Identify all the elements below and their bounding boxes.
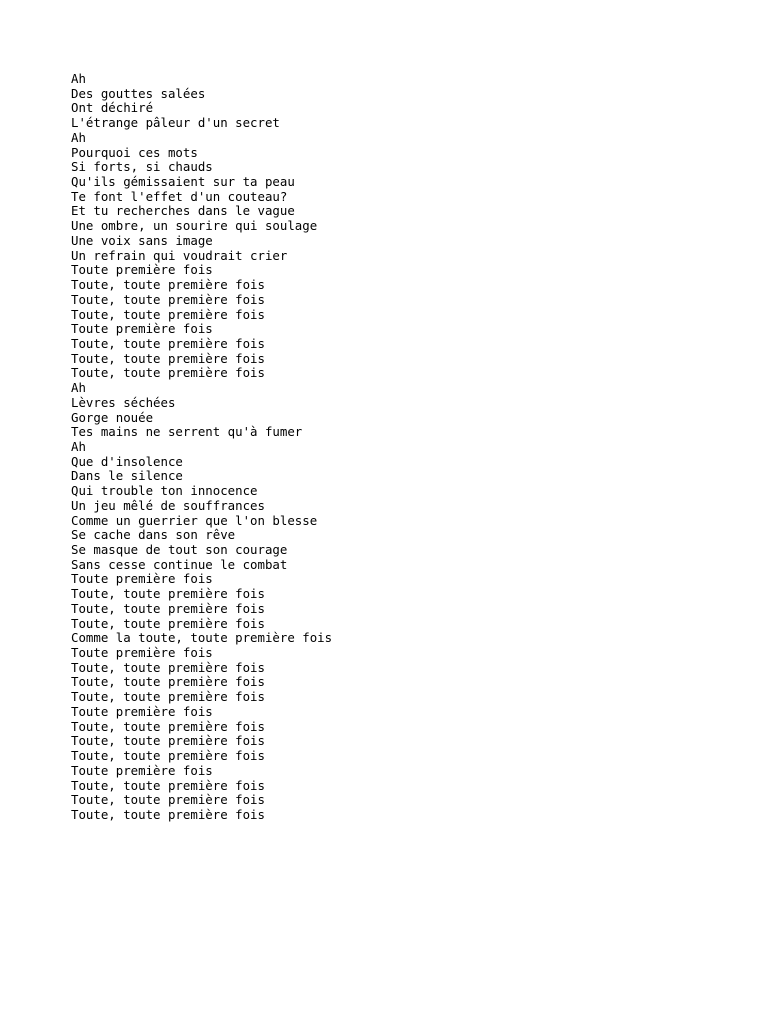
- lyric-line: Se cache dans son rêve: [71, 527, 236, 543]
- lyrics-text: [71, 72, 332, 823]
- lyric-line: Ont déchiré: [71, 100, 154, 116]
- lyric-line: Sans cesse continue le combat: [71, 556, 288, 572]
- lyric-line: Toute, toute première fois: [71, 748, 265, 764]
- lyric-line: Si forts, si chauds: [71, 159, 213, 175]
- lyric-line: Et tu recherches dans le vague: [71, 203, 295, 219]
- lyric-line: Toute, toute première fois: [71, 689, 265, 705]
- lyric-line: Toute, toute première fois: [71, 306, 265, 322]
- lyric-line: Toute première fois: [71, 321, 213, 337]
- lyric-line: Dans le silence: [71, 468, 183, 484]
- lyric-line: Une ombre, un sourire qui soulage: [71, 218, 318, 234]
- lyric-line: Un refrain qui voudrait crier: [71, 247, 288, 263]
- lyric-line: Toute, toute première fois: [71, 586, 265, 602]
- lyric-line: Qui trouble ton innocence: [71, 483, 258, 499]
- lyric-line: Tes mains ne serrent qu'à fumer: [71, 424, 303, 440]
- lyric-line: Un jeu mêlé de souffrances: [71, 497, 265, 513]
- lyric-line: L'étrange pâleur d'un secret: [71, 115, 280, 131]
- lyric-line: Lèvres séchées: [71, 394, 176, 410]
- lyric-line: Toute, toute première fois: [71, 350, 265, 366]
- lyric-line: Te font l'effet d'un couteau?: [71, 188, 288, 204]
- lyric-line: Toute première fois: [71, 703, 213, 719]
- lyric-line: Ah: [71, 438, 86, 454]
- lyric-line: Toute première fois: [71, 645, 213, 661]
- lyric-line: Ah: [71, 129, 86, 145]
- lyric-line: Qu'ils gémissaient sur ta peau: [71, 174, 295, 190]
- lyric-line: Gorge nouée: [71, 409, 154, 425]
- lyric-line: Une voix sans image: [71, 232, 213, 248]
- lyric-line: Toute, toute première fois: [71, 365, 265, 381]
- lyric-line: Toute, toute première fois: [71, 718, 265, 734]
- lyric-line: Toute, toute première fois: [71, 615, 265, 631]
- lyric-line: Toute, toute première fois: [71, 659, 265, 675]
- lyric-line: Pourquoi ces mots: [71, 144, 198, 160]
- lyric-line: Toute, toute première fois: [71, 277, 265, 293]
- lyric-line: Comme la toute, toute première fois: [71, 630, 333, 646]
- lyric-line: Comme un guerrier que l'on blesse: [71, 512, 318, 528]
- lyric-line: Toute, toute première fois: [71, 806, 265, 822]
- lyric-line: Toute, toute première fois: [71, 777, 265, 793]
- lyric-line: Toute, toute première fois: [71, 733, 265, 749]
- lyric-line: Ah: [71, 71, 86, 86]
- lyric-line: Des gouttes salées: [71, 85, 206, 101]
- lyric-line: Toute, toute première fois: [71, 792, 265, 808]
- lyric-line: Toute première fois: [71, 762, 213, 778]
- lyric-line: Toute, toute première fois: [71, 291, 265, 307]
- lyric-line: Que d'insolence: [71, 453, 183, 469]
- lyric-line: Toute première fois: [71, 571, 213, 587]
- lyric-line: Toute première fois: [71, 262, 213, 278]
- lyric-line: Toute, toute première fois: [71, 335, 265, 351]
- lyric-line: Toute, toute première fois: [71, 600, 265, 616]
- lyric-line: Ah: [71, 380, 86, 396]
- lyric-line: Toute, toute première fois: [71, 674, 265, 690]
- lyric-line: Se masque de tout son courage: [71, 542, 288, 557]
